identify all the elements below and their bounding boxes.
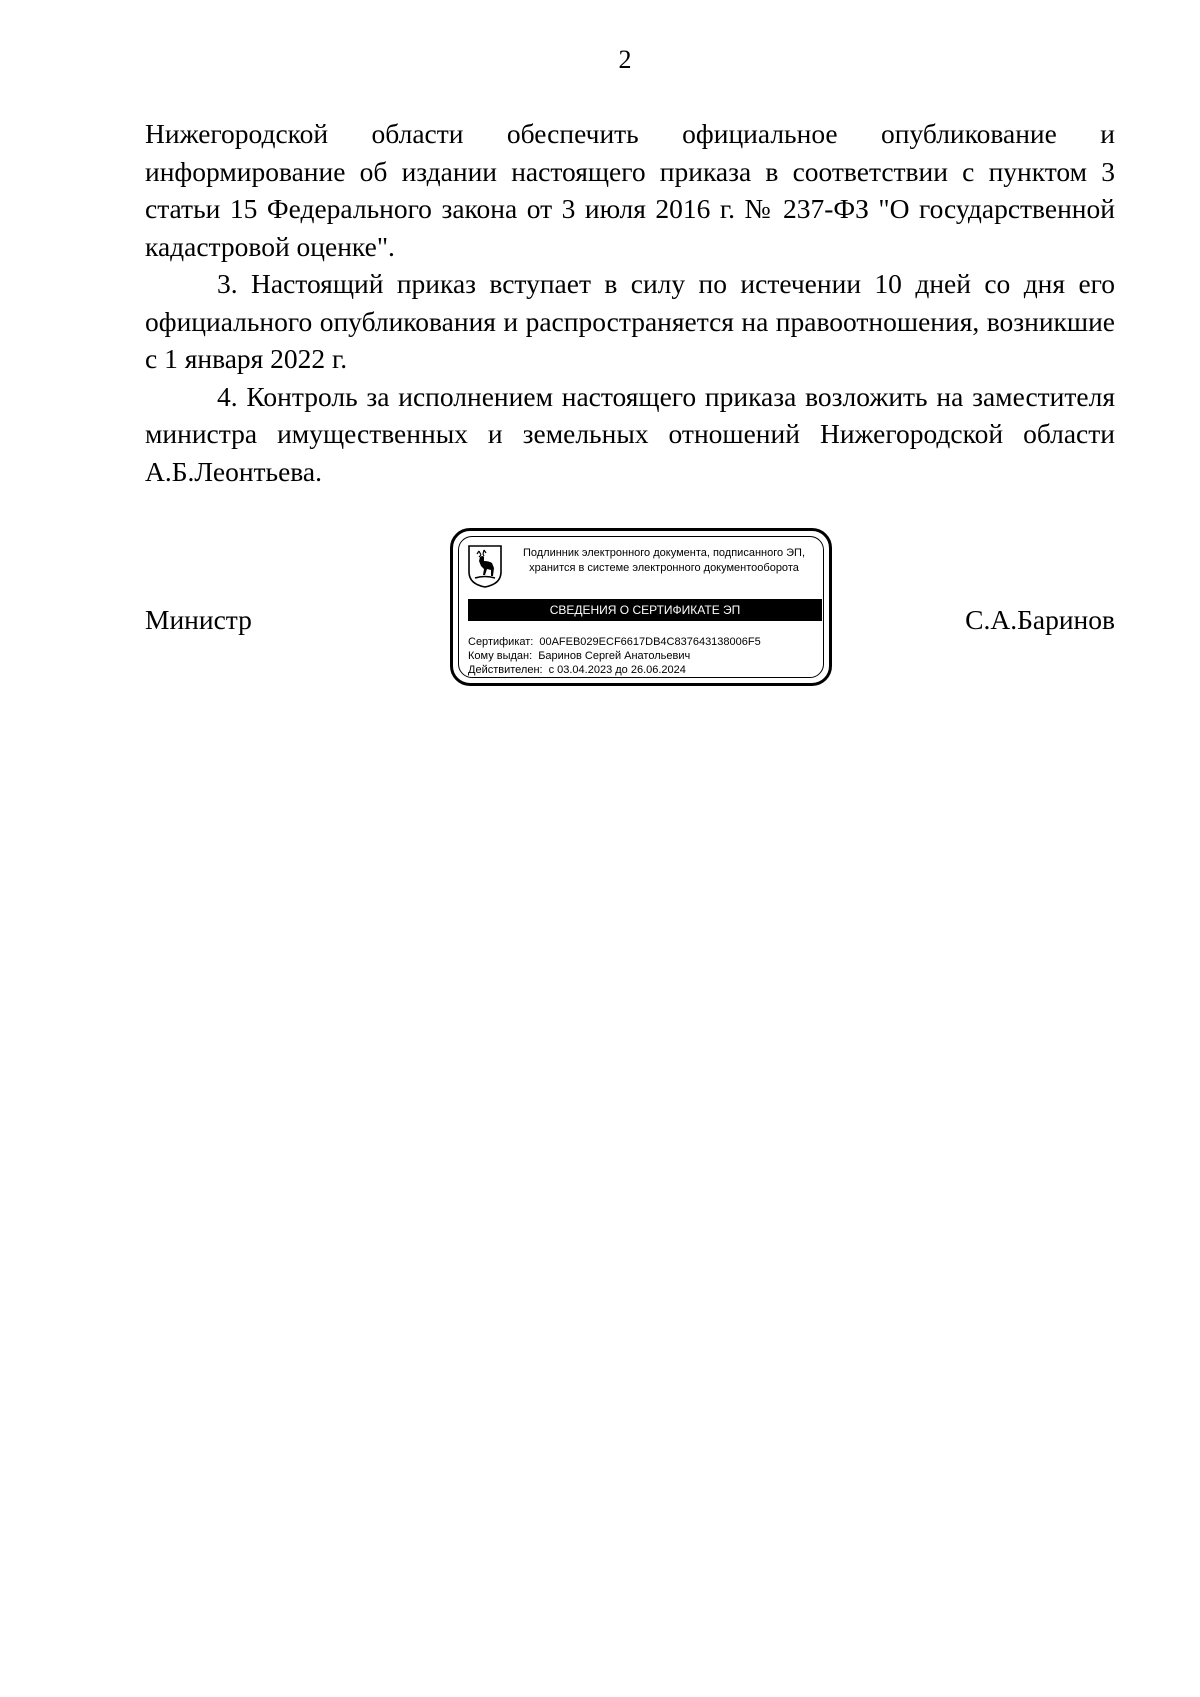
nizhny-novgorod-deer-emblem-icon <box>467 544 503 588</box>
electronic-signature-stamp <box>450 528 832 686</box>
paragraph-effective-date: 3. Настоящий приказ вступает в силу по истечении 10 дней со дня его официального опубликования и распространяется на правоотношения, возникшие с 1 января 2022 г. <box>145 268 1115 374</box>
paragraph-publication: Нижегородской области обеспечить официальное опубликование и информирование об издании настоящего приказа в соответствии с пунктом 3 статьи 15 Федерального закона от 3 июля 2016 г. № 237-ФЗ "О государственной кадастровой оценке". <box>145 118 1115 262</box>
document-body <box>145 115 1115 490</box>
certificate-label: Сертификат: <box>468 636 534 648</box>
signatory-position: Министр <box>145 604 252 635</box>
validity-value: с 03.04.2023 до 26.06.2024 <box>548 664 686 676</box>
page-number: 2 <box>618 45 632 74</box>
certificate-row <box>468 635 822 649</box>
validity-row <box>468 663 822 677</box>
stamp-header-line-2: хранится в системе электронного документооборота <box>529 562 799 574</box>
stamp-header <box>505 546 823 576</box>
issued-to-value: Баринов Сергей Анатольевич <box>538 650 691 662</box>
stamp-header-line-1: Подлинник электронного документа, подписанного ЭП, <box>522 547 806 559</box>
issued-to-row <box>468 649 822 663</box>
issued-to-label: Кому выдан: <box>468 650 533 662</box>
certificate-value: 00AFEB029ECF6617DB4C837643138006F5 <box>539 636 761 648</box>
certificate-details <box>468 635 822 677</box>
stamp-title-bar: СВЕДЕНИЯ О СЕРТИФИКАТЕ ЭП <box>468 599 822 621</box>
validity-label: Действителен: <box>468 664 543 676</box>
paragraph-control: 4. Контроль за исполнением настоящего приказа возложить на заместителя министра имущественных и земельных отношений Нижегородской области А.Б.Леонтьева. <box>145 380 1115 487</box>
signatory-name: С.А.Баринов <box>965 604 1115 635</box>
